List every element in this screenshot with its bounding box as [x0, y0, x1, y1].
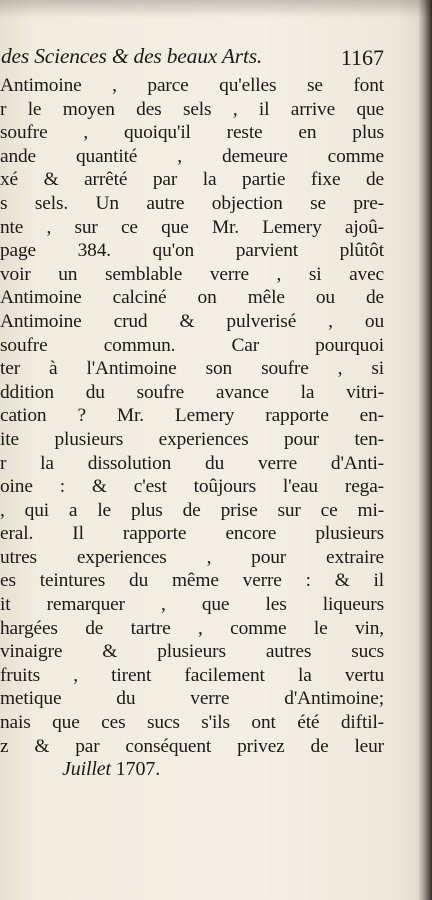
- page-header: [0, 44, 384, 78]
- text-line: ddition du soufre avance la vitri-: [0, 381, 384, 403]
- text-line: voir un semblable verre , si avec: [0, 263, 384, 285]
- text-line: nte , sur ce que Mr. Lemery ajoû-: [0, 216, 384, 238]
- text-line: Antimoine calciné on mêle ou de: [0, 287, 384, 309]
- date-month: Juillet: [62, 758, 111, 781]
- text-line: hargées de tartre , comme le vin,: [0, 617, 384, 639]
- text-line: eral. Il rapporte encore plusieurs: [0, 523, 384, 545]
- text-line: metique du verre d'Antimoine;: [0, 688, 384, 710]
- text-line: soufre commun. Car pourquoi: [0, 334, 384, 356]
- text-line: ite plusieurs experiences pour ten-: [0, 428, 384, 450]
- text-line: nais que ces sucs s'ils ont été diftil-: [0, 712, 384, 734]
- date-year: 1707.: [115, 758, 161, 781]
- text-line: r la dissolution du verre d'Anti-: [0, 452, 384, 474]
- text-line: r le moyen des sels , il arrive que: [0, 98, 384, 120]
- text-line: soufre , quoiqu'il reste en plus: [0, 122, 384, 144]
- text-line: xé & arrêté par la partie fixe de: [0, 169, 384, 191]
- text-line: z & par conséquent privez de leur: [0, 735, 384, 757]
- text-line: it remarquer , que les liqueurs: [0, 594, 384, 616]
- text-line: Antimoine , parce qu'elles se font: [0, 75, 384, 96]
- text-line: ande quantité , demeure comme: [0, 145, 384, 167]
- text-line: Antimoine crud & pulverisé , ou: [0, 310, 384, 332]
- body-text: [0, 74, 384, 782]
- text-line: es teintures du même verre : & il: [0, 570, 384, 592]
- text-line: page 384. qu'on parvient plûtôt: [0, 240, 384, 262]
- text-line: , qui a le plus de prise sur ce mi-: [0, 499, 384, 521]
- page-gutter-shadow: [418, 0, 432, 900]
- text-line: oine : & c'est toûjours l'eau rega-: [0, 476, 384, 498]
- page-top-shadow: [0, 0, 432, 18]
- text-line: fruits , tirent facilement la vertu: [0, 664, 384, 686]
- running-head: des Sciences & des beaux Arts.: [1, 44, 263, 68]
- text-line: s sels. Un autre objection se pre-: [0, 192, 384, 214]
- date-line: [0, 758, 384, 782]
- text-line: utres experiences , pour extraire: [0, 546, 384, 568]
- page-number: 1167: [340, 45, 384, 70]
- text-line: ter à l'Antimoine son soufre , si: [0, 358, 384, 380]
- text-line: cation ? Mr. Lemery rapporte en-: [0, 405, 384, 427]
- text-line: vinaigre & plusieurs autres sucs: [0, 641, 384, 663]
